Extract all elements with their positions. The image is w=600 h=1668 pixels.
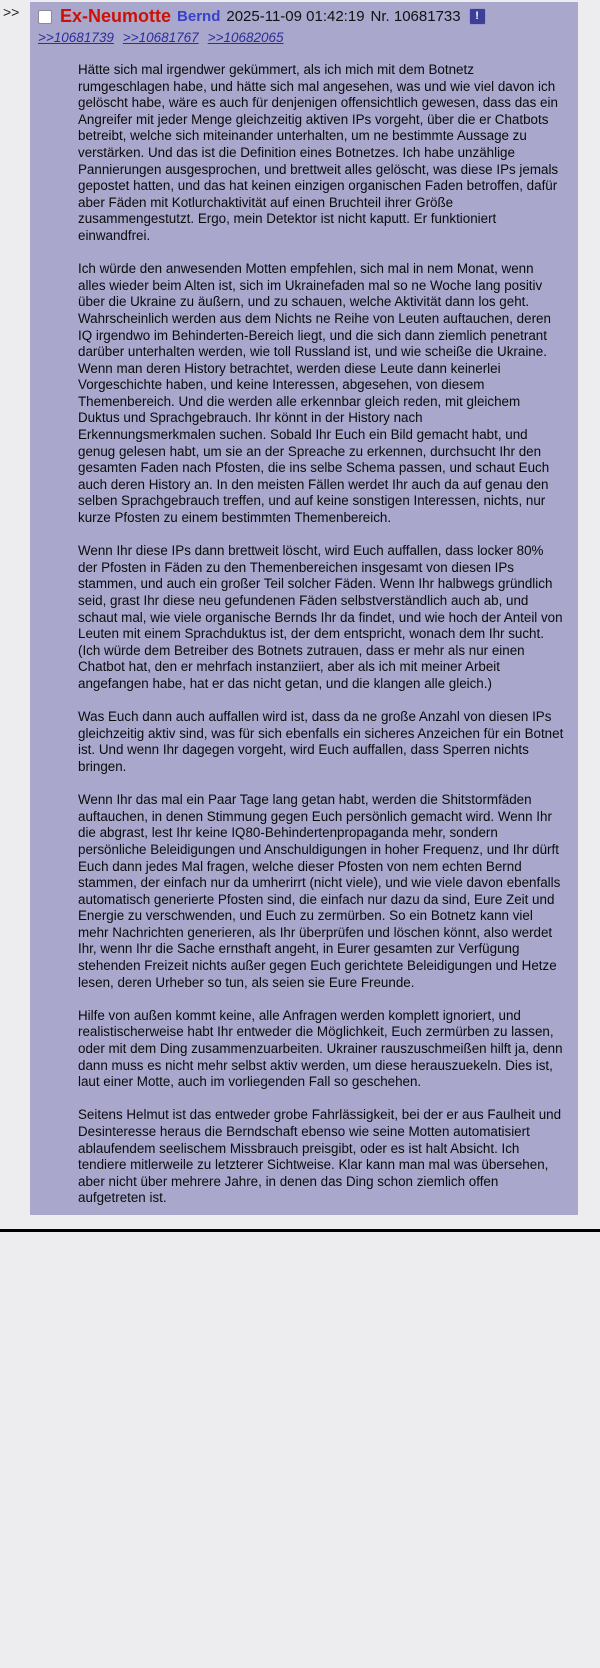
backlink[interactable]: >>10681767 [122,30,199,45]
quote-marker-link[interactable]: >> [3,4,20,20]
message-paragraph: Ich würde den anwesenden Motten empfehlen, sich mal in nem Monat, wenn alles wieder beim Alten ist, sich im Ukrainefaden mal so ne Woche lang positiv über die Ukraine zu äußern, und zu schauen, welche Aktivität dann los geht. Wahrscheinlich werden aus dem Nichts ne Reihe von Leuten auftauchen, deren IQ irgendwo im Behinderten-Bereich liegt, und die sich dann ziemlich penetrant darüber unterhalten werden, wie toll Russland ist, und wie scheiße die Ukraine. Wenn man deren History betrachtet, werden diese Leute dann keinerlei Vorgeschichte haben, und keine Interessen, abgesehen, von diesem Themenbereich. Und die werden alle erkennbar gleich reden, mit gleichem Duktus und Sprachgebrauch. Ihr könnt in der History nach Erkennungsmerkmalen suchen. Sobald Ihr Euch ein Bild gemacht habt, und genug gelesen habt, um sie an der Spreache zu erkennen, durchsucht Ihr den gesamten Faden nach Pfosten, die ins selbe Schema passen, und schaut Euch auch deren History an. In den meisten Fällen werdet Ihr auch da auf genau den selben Sprachgebrauch treffen, und auf keine sonstigen Interessen, nichts, nur kurze Pfosten zu einem bestimmten Themenbereich. [78,261,551,526]
expanded-quote-post [0,2,600,1215]
backlink[interactable]: >>10681739 [38,30,114,45]
backlinks [38,30,570,46]
delete-checkbox[interactable] [38,10,52,24]
alert-icon: ! [469,8,486,25]
thread-divider [0,1229,600,1232]
post-number-link[interactable]: Nr. 10681733 [370,8,461,25]
message-paragraph: Was Euch dann auch auffallen wird ist, dass da ne große Anzahl von diesen IPs gleichzeitig aktiv sind, was für sich ebenfalls ein sicheres Anzeichen für ein Botnet ist. Und wenn Ihr dagegen vorgeht, wird Euch auffallen, dass Sperren nichts bringen. [78,709,564,774]
message-paragraph: Hätte sich mal irgendwer gekümmert, als ich mich mit dem Botnetz rumgeschlagen habe, und hätte sich mal angesehen, was und wie viel davon ich gelöscht habe, wäre es auch für denjenigen offensichtlich gewesen, dass das ein Angreifer mit jeder Menge gleichzeitig aktiven IPs vorgeht, über die er Chatbots betreibt, welche sich miteinander unterhalten, um ne bestimmte Aussage zu verstärken. Und das ist die Definition eines Botnetzes. Ich habe unzählige Pannierungen ausgesprochen, und brettweit alles gelöscht, was diese IPs jemals gepostet hatten, und das hat keinen einzigen organischen Faden betroffen, dafür aber Fäden mit Kotlurchaktivität auf einen Bruchteil ihrer Größe zusammengestutzt. Ergo, mein Detektor ist nicht kaputt. Er funktioniert einwandfrei. [78,62,559,243]
post-subject: Ex-Neumotte [60,6,172,26]
poster-name-link[interactable]: Bernd [177,8,221,25]
message-paragraph: Hilfe von außen kommt keine, alle Anfragen werden komplett ignoriert, und realistischerweise habt Ihr entweder die Möglichkeit, Euch zermürben zu lassen, oder mit dem Ding zusammenzuarbeiten. Ukrainer rauszuschmeißen hilft ja, denn dann muss es nicht mehr selbst aktiv werden, um diese herauszuekeln. Dies ist, laut einer Motte, auch im vorliegenden Fall so geschehen. [78,1007,563,1090]
backlink[interactable]: >>10682065 [207,30,284,45]
post-datetime: 2025-11-09 01:42:19 [226,8,365,25]
post-message [78,62,564,1207]
post-header [38,6,570,27]
message-paragraph: Wenn Ihr das mal ein Paar Tage lang getan habt, werden die Shitstormfäden auftauchen, in denen Stimmung gegen Euch persönlich gemacht wird. Wenn Ihr die abgrast, lest Ihr keine IQ80-Behindertenpropaganda mehr, sondern persönliche Beleidigungen und Anschuldigungen in hoher Frequenz, und Ihr dürft Euch dann jedes Mal fragen, welche dieser Pfosten von nem echten Bernd stammen, der einfach nur da umherirrt (nicht viele), und wie viele davon ebenfalls automatisch generierte Pfosten sind, die einfach nur dazu da sind, Eure Zeit und Energie zu verschwenden, und Euch zu zermürben. So ein Botnetz kann viel mehr Nachrichten generieren, als Ihr überprüfen und löschen könnt, also werdet Ihr, wenn Ihr die Sache ernsthaft angeht, in Eurer gesamten zur Verfügung stehenden Freizeit nichts außer gegen Euch gerichtete Beleidigungen und Hetze lesen, deren Urheber so tun, als seien sie Eure Freunde. [78,792,561,990]
post [30,2,578,1215]
message-paragraph: Wenn Ihr diese IPs dann brettweit löscht, wird Euch auffallen, dass locker 80% der Pfosten in Fäden zu den Themenbereichen insgesamt von diesen IPs stammen, und auch ein großer Teil solcher Fäden. Wenn Ihr halbwegs gründlich seid, grast Ihr diese neu gefundenen Fäden selbstverständlich auch ab, und schaut mal, wie viele organische Bernds Ihr da findet, und wie hoch der Anteil von Leuten mit einem Sprachduktus ist, der dem entspricht, wonach dem Ihr sucht. (Ich würde dem Betreiber des Botnets zutrauen, dass er mehr als nur einen Chatbot hat, den er mehrfach instanziiert, aber als ich mit meiner Arbeit angefangen habe, hat er das nicht getan, und die klangen alle gleich.) [78,543,563,691]
message-paragraph: Seitens Helmut ist das entweder grobe Fahrlässigkeit, bei der er aus Faulheit und Desinteresse heraus die Berndschaft ebenso wie seine Motten automatisiert ablaufendem seelischem Missbrauch preisgibt, oder es ist halt Absicht. Ich tendiere mitlerweile zu letzterer Sichtweise. Klar kann man mal was übersehen, aber nicht über mehrere Jahre, in denen das Ding schon ziemlich offen aufgetreten ist. [78,1107,562,1206]
